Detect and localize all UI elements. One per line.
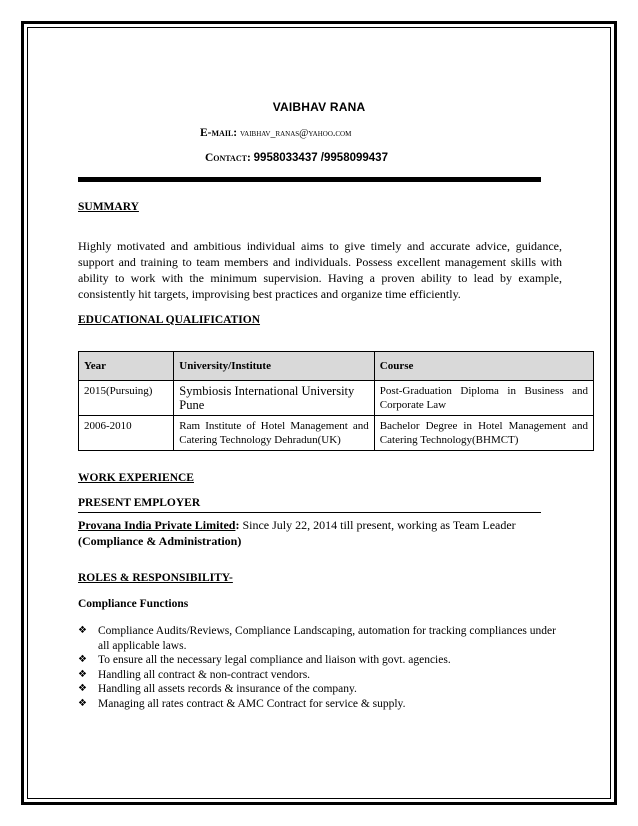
candidate-name: VAIBHAV RANA [272, 100, 366, 114]
job-role: (Compliance & Administration) [78, 534, 242, 548]
table-row [79, 381, 594, 416]
diamond-bullet-icon: ❖ [78, 668, 87, 680]
employer-divider [78, 512, 541, 513]
diamond-bullet-icon: ❖ [78, 625, 87, 636]
header-divider [78, 177, 541, 182]
company-colon: : [235, 518, 240, 532]
list-item [78, 697, 562, 712]
roles-subheading: Compliance Functions [78, 598, 189, 610]
diamond-bullet-icon: ❖ [78, 654, 87, 665]
education-table [78, 351, 594, 451]
list-item [78, 653, 562, 668]
employer-details [78, 517, 562, 549]
cell-year: 2015(Pursuing) [79, 381, 174, 416]
table-header-row [79, 352, 594, 381]
contact-value: 9958033437 /9958099437 [253, 152, 388, 164]
table-row [79, 416, 594, 451]
summary-text: Highly motivated and ambitious individual aims to give timely and accurate advice, guidance, support and training to team members and individuals. Possess excellent management skills with ability to work with the minimum supervision. Having a proven ability to lead by example, consistently hit targets, improvising best practices and organize time efficiently. [78, 239, 562, 301]
roles-heading: ROLES & RESPONSIBILITY- [78, 572, 233, 584]
cell-course: Bachelor Degree in Hotel Management and Catering Technology(BHMCT) [374, 416, 593, 451]
list-item-text: To ensure all the necessary legal compliance and liaison with govt. agencies. [98, 654, 451, 666]
company-name: Provana India Private Limited [78, 518, 236, 532]
present-employer-heading: PRESENT EMPLOYER [78, 497, 201, 509]
email-label: E-mail: [200, 127, 238, 139]
list-item [78, 624, 562, 653]
responsibility-list [78, 624, 562, 711]
cell-university: Symbiosis International University Pune [174, 381, 375, 416]
list-item [78, 682, 562, 697]
list-item [78, 668, 562, 683]
column-header-year: Year [79, 352, 174, 381]
education-heading: EDUCATIONAL QUALIFICATION [78, 314, 261, 326]
list-item-text: Managing all rates contract & AMC Contract for service & supply. [98, 697, 406, 710]
contact-label: Contact: [205, 152, 251, 164]
contact-line [205, 152, 388, 164]
list-item-text: Handling all assets records & insurance of the company. [98, 683, 357, 695]
list-item-text: Handling all contract & non-contract vendors. [98, 668, 311, 681]
work-experience-heading: WORK EXPERIENCE [78, 472, 194, 484]
email-line [200, 127, 351, 139]
diamond-bullet-icon: ❖ [78, 697, 87, 709]
diamond-bullet-icon: ❖ [78, 683, 87, 694]
cell-course: Post-Graduation Diploma in Business and Corporate Law [374, 381, 593, 416]
list-item-text: Compliance Audits/Reviews, Compliance Landscaping, automation for tracking compliances under all applicable laws. [98, 625, 556, 652]
cell-year: 2006-2010 [79, 416, 174, 451]
cell-university: Ram Institute of Hotel Management and Catering Technology Dehradun(UK) [174, 416, 375, 451]
column-header-course: Course [374, 352, 593, 381]
email-value: vaibhav_ranas@yahoo.com [239, 128, 352, 139]
summary-heading: SUMMARY [78, 201, 139, 213]
column-header-university: University/Institute [174, 352, 375, 381]
employment-period: Since July 22, 2014 till present, working as Team Leader [239, 518, 516, 532]
